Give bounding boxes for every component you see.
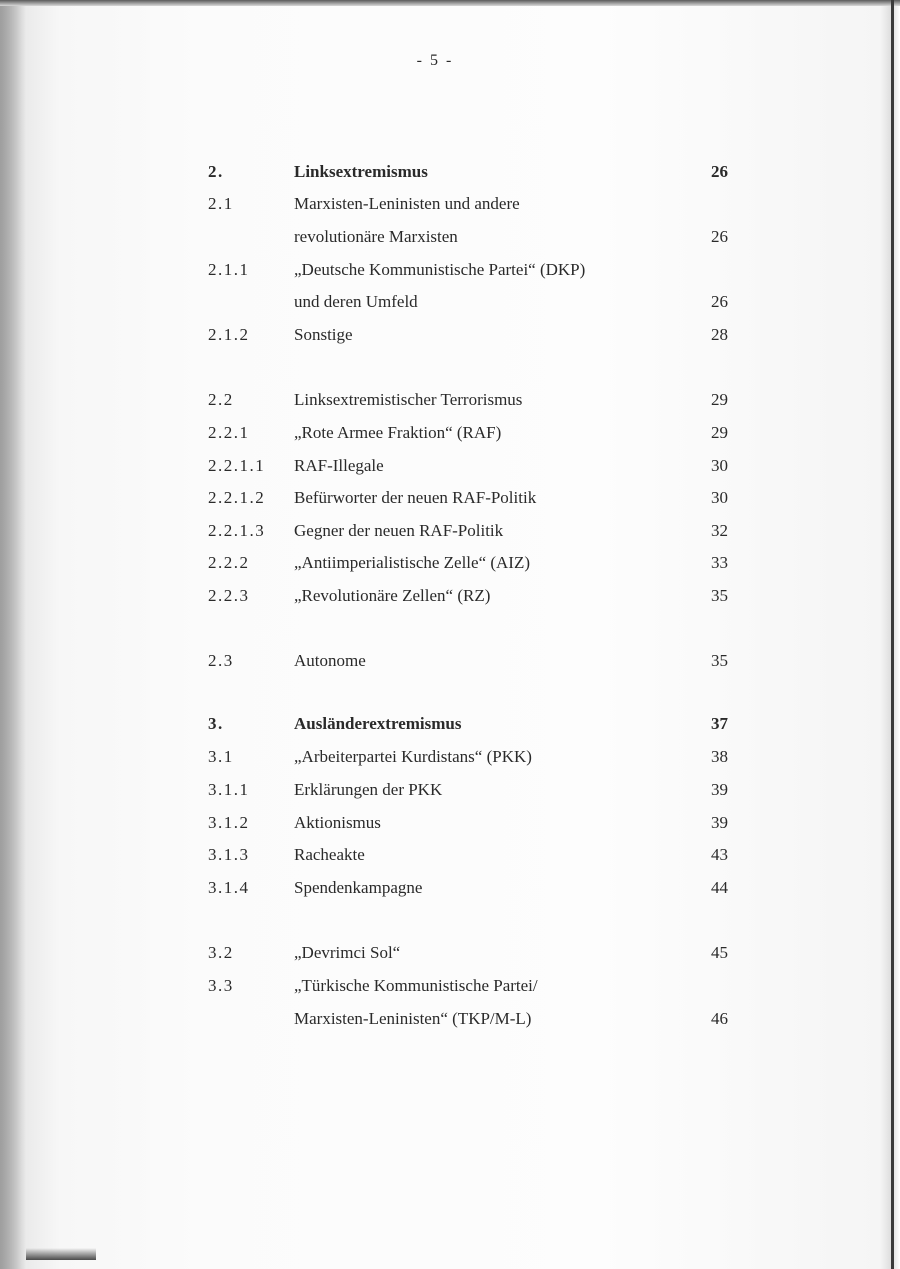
- toc-entry-page: 45: [711, 943, 728, 962]
- right-scan-edge: [891, 0, 894, 1269]
- toc-entry-title: Erklärungen der PKK: [294, 780, 443, 799]
- toc-entry-number: 2.2.1: [208, 423, 250, 442]
- toc-entry-number: 2.2.1.3: [208, 521, 266, 540]
- toc-entry: [0, 486, 900, 510]
- toc-entry-title: Gegner der neuen RAF-Politik: [294, 521, 504, 540]
- toc-entry-number: 3.3: [208, 976, 234, 995]
- toc-entry-number: 2.2: [208, 390, 234, 409]
- toc-entry-title: „Rote Armee Fraktion“ (RAF): [294, 423, 502, 442]
- toc-entry-page: 26: [711, 162, 728, 181]
- toc-entry: [0, 811, 900, 835]
- toc-entry-number: 2.3: [208, 651, 234, 670]
- toc-entry-page: 28: [711, 325, 728, 344]
- toc-entry-title: Autonome: [294, 651, 366, 670]
- toc-entry-title: Aktionismus: [294, 813, 381, 832]
- toc-entry-page: 33: [711, 553, 728, 572]
- toc-entry: [0, 160, 900, 184]
- toc-entry-page: 46: [711, 1009, 728, 1028]
- toc-entry-page: 35: [711, 586, 728, 605]
- toc-entry-number: 3.1.1: [208, 780, 250, 799]
- binding-shadow: [0, 0, 26, 1269]
- toc-entry-number: 2.: [208, 162, 224, 181]
- toc-entry-number: 2.1.2: [208, 325, 250, 344]
- toc-entry: [0, 712, 900, 736]
- toc-entry: [0, 323, 900, 347]
- toc-entry-page: 32: [711, 521, 728, 540]
- top-scan-edge: [0, 0, 900, 6]
- toc-entry-page: 35: [711, 651, 728, 670]
- toc-entry: [0, 745, 900, 769]
- toc-entry-page: 30: [711, 456, 728, 475]
- toc-entry-title: „Devrimci Sol“: [294, 943, 401, 962]
- toc-entry-number: 3.1.2: [208, 813, 250, 832]
- toc-entry-number: 2.2.1.2: [208, 488, 266, 507]
- toc-entry-page: 44: [711, 878, 728, 897]
- toc-entry-title: „Revolutionäre Zellen“ (RZ): [294, 586, 491, 605]
- toc-entry-number: 2.2.2: [208, 553, 250, 572]
- toc-entry-number: 2.1: [208, 194, 234, 213]
- toc-entry: [0, 519, 900, 543]
- toc-entry-title: Racheakte: [294, 845, 365, 864]
- toc-entry-title: Befürworter der neuen RAF-Politik: [294, 488, 537, 507]
- toc-entry-title: „Antiimperialistische Zelle“ (AIZ): [294, 553, 531, 572]
- toc-entry-title: RAF-Illegale: [294, 456, 384, 475]
- toc-entry: [0, 876, 900, 900]
- toc-entry: [0, 388, 900, 412]
- toc-entry: [0, 258, 900, 282]
- toc-entry-title: revolutionäre Marxisten: [294, 227, 458, 246]
- toc-entry: [0, 1007, 900, 1031]
- toc-entry: [0, 454, 900, 478]
- toc-entry: [0, 192, 900, 216]
- toc-entry-page: 39: [711, 813, 728, 832]
- toc-entry-number: 3.1.4: [208, 878, 250, 897]
- toc-entry-title: Spendenkampagne: [294, 878, 423, 897]
- toc-entry: [0, 778, 900, 802]
- toc-entry-page: 29: [711, 423, 728, 442]
- toc-entry-page: 39: [711, 780, 728, 799]
- toc-entry-title: Linksextremistischer Terrorismus: [294, 390, 523, 409]
- toc-entry: [0, 421, 900, 445]
- toc-entry-number: 3.1: [208, 747, 234, 766]
- toc-entry-title: Linksextremismus: [294, 162, 428, 181]
- toc-entry-page: 38: [711, 747, 728, 766]
- toc-entry: [0, 584, 900, 608]
- toc-entry-page: 26: [711, 292, 728, 311]
- toc-entry-page: 29: [711, 390, 728, 409]
- toc-entry: [0, 941, 900, 965]
- toc-entry: [0, 290, 900, 314]
- toc-entry-page: 30: [711, 488, 728, 507]
- toc-entry-title: „Deutsche Kommunistische Partei“ (DKP): [294, 260, 586, 279]
- toc-entry: [0, 225, 900, 249]
- toc-entry-number: 2.2.1.1: [208, 456, 266, 475]
- toc-entry: [0, 551, 900, 575]
- toc-entry-page: 43: [711, 845, 728, 864]
- toc-entry-number: 3.: [208, 714, 224, 733]
- page-number: - 5 -: [416, 52, 454, 69]
- toc-entry-title: Marxisten-Leninisten und andere: [294, 194, 520, 213]
- toc-entry-page: 37: [711, 714, 728, 733]
- toc-entry-title: Marxisten-Leninisten“ (TKP/M-L): [294, 1009, 532, 1028]
- toc-entry-number: 2.2.3: [208, 586, 250, 605]
- toc-entry-number: 3.2: [208, 943, 234, 962]
- scan-artifact: [26, 1248, 96, 1260]
- toc-entry-title: „Arbeiterpartei Kurdistans“ (PKK): [294, 747, 532, 766]
- toc-entry-title: „Türkische Kommunistische Partei/: [294, 976, 538, 995]
- toc-entry: [0, 974, 900, 998]
- toc-entry-number: 3.1.3: [208, 845, 250, 864]
- toc-entry: [0, 843, 900, 867]
- toc-entry: [0, 649, 900, 673]
- toc-entry-title: Ausländerextremismus: [294, 714, 462, 733]
- toc-entry-title: Sonstige: [294, 325, 353, 344]
- toc-entry-page: 26: [711, 227, 728, 246]
- toc-entry-number: 2.1.1: [208, 260, 250, 279]
- toc-entry-title: und deren Umfeld: [294, 292, 418, 311]
